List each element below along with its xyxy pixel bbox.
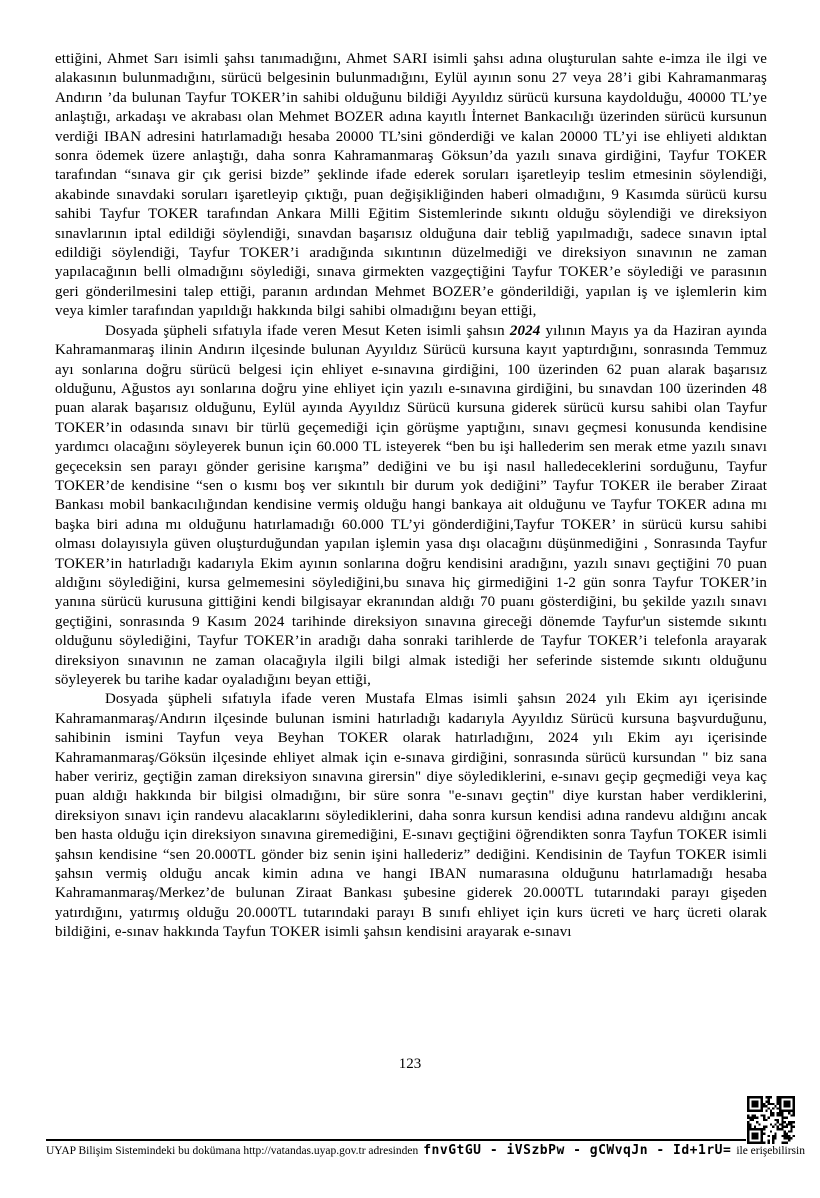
footer-divider xyxy=(46,1139,746,1141)
footer-prefix-text: UYAP Bilişim Sistemindeki bu dokümana http://vatandas.uyap.gov.tr adresinden xyxy=(46,1145,419,1157)
paragraph: Dosyada şüpheli sıfatıyla ifade veren Mustafa Elmas isimli şahsın 2024 yılı Ekim ayı içerisinde Kahramanmaraş/Andırın ilçesinde bulunan ismini hatırladığı kadarıyla Ayyıldız Sürücü kursuna başvurduğunu, sahibinin ismini Tayfun veya Beyhan TOKER olarak hatırladığını, 2024 yılı Ekim ayı içerisinde Kahramanmaraş/Göksün ilçesinde ehliyet almak için e-sınava girdiğini, sonrasında sürücü kursundan " biz sana haber veririz, geçtiğin zaman direksiyon sınavına girersin" diye söylediklerini, e-sınavı geçip geçmediği veya kaç puan aldığı hakkında bir bilgisi olmadığını, bir süre sonra "e-sınavı geçtin" diye kurstan haber verdiklerini, direksiyon sınavı için randevu alacaklarını söylediklerini, daha sonra kursun kendisi adına randevu aldığını ancak ben hasta olduğu için direksiyon sınavına giremediğini, E-sınavı geçtiğini öğrendikten sonra Tayfun TOKER isimli şahsın kendisine “sen 20.000TL gönder biz senin işini hallederiz” dediğini. Kendisinin de Tayfun TOKER isimli şahsın vermiş olduğu ancak kimin adına ve hangi IBAN numarasına olduğunu hatırlamadığı hesaba Kahramanmaraş/Merkez’de bulunan Ziraat Bankası şubesine giderek 20.000TL tutarındaki parayı gişeden yatırdığını, yatırmış olduğu 20.000TL tutarındaki parayı B sınıfı ehliyet için kurs ücreti ve harç ücreti olarak bildiğini, e-sınav hakkında Tayfun TOKER isimli şahsın kendisini arayarak e-sınavı xyxy=(55,691,767,941)
footer-suffix-text: ile erişebilirsin xyxy=(736,1145,805,1157)
paragraph: ettiğini, Ahmet Sarı isimli şahsı tanımadığını, Ahmet SARI isimli şahsı adına oluşturulan sahte e-imza ile ilgi ve alakasının bulunmadığını, sürücü belgesinin bulunmadığını, Eylül ayının sonu 27 veya 28’i gibi Kahramanmaraş Andırın ’da bulunan Tayfur TOKER’in sahibi olduğunu bildiği Ayyıldız sürücü kursuna kaydolduğu, 40000 TL’ye anlaştığı, arkadaşı ve akrabası olan Mehmet BOZER adına kayıtlı İnternet Bankacılığı üzerinden sürücü kursunun verdiği IBAN adresini hatırlamadığı hesaba 20000 TL’sini gönderdiği ve kalan 20000 TL’yi ise ehliyeti aldıktan sonra ödemek üzere anlaştığı, daha sonra Kahramanmaraş Göksun’da yazılı sınava girdiğini, Tayfur TOKER tarafından “sınava gir çık gerisi bizde” şeklinde ifade ederek soruları işaretleyip teslim etmesinin söylendiği, akabinde sınavdaki soruları işaretleyip çıktığı, puan değişikliğinden haberi olmadığını, 9 Kasımda sürücü kursu sahibi Tayfur TOKER tarafından Ankara Milli Eğitim Sistemlerinde sıkıntı olduğu söylendiği ve direksiyon sınavlarının iptal edildiği söylendiği, sınavdan başarısız olduğuna dair tebliğ yapılmadığı, sadece sınavın iptal edildiği söylendiği, Tayfur TOKER’i aradığında sıkıntının düzelmediği ve direksiyon sınavının ne zaman yapılacağının belli olmadığını söylediği, sınava girmekten vazgeçtiğini Tayfur TOKER’e söylediği ve parasının geri gönderilmesini talep ettiği, paranın ardından Mehmet BOZER’e gönderildiği, yapılan iş ve işlemlerin kim veya kimler tarafından yapıldığı hakkında bilgi sahibi olmadığını beyan ettiği, xyxy=(55,51,767,320)
qr-code-icon xyxy=(747,1096,795,1144)
footer-verification-code: fnvGtGU - iVSzbPw - gCWvqJn - Id+1rU= xyxy=(423,1143,732,1158)
footer xyxy=(46,1143,805,1158)
document-body xyxy=(55,50,767,943)
page-number: 123 xyxy=(398,1056,422,1072)
paragraph: Dosyada şüpheli sıfatıyla ifade veren Mesut Keten isimli şahsın 2024 yılının Mayıs ya da Haziran ayında Kahramanmaraş ilinin Andırın ilçesinde bulunan Ayyıldız Sürücü kursuna kayıt yaptırdığını, sonrasında Temmuz ayı sonlarına doğru sürücü belgesi için ehliyet e-sınavına girdiğini, 100 üzerinden 62 puan alarak başarısız olduğunu, Ağustos ayı sonlarına doğru yine ehliyet için yazılı e-sınavına girdiğini, bu sınavdan 100 üzerinden 48 puan alarak başarısız olduğunu, Eylül ayında Ayyıldız Sürücü kursuna giderek sürücü kursu sahibi olan Tayfur TOKER’in odasında sınavı bir türlü geçemediği için görüşme yaptığını, sınavı geçmesi konusunda kendisine yardımcı olacağını söyleyerek bunun için 60.000 TL isteyerek “ben bu işi hallederim sen merak etme yazılı sınavı geçeceksin sen parayı gönder gerisine karışma” dediğini ve bu işi nasıl halledeceklerini sorduğunu, Tayfur TOKER’de kendisine “sen o kısmı boş ver sıkıntılı bir durum yok dediğini” Tayfur TOKER ile beraber Ziraat Bankası mobil bankacılığından kendisine vermiş olduğu hangi bankaya ait olduğunu ve Tayfur TOKER adına mı başka biri adına mı olduğunu hatırlamadığı 60.000 TL’yi gönderdiğini,Tayfur TOKER’ in sürücü kursu sahibi olması dolayısıyla güven oluşturduğundan yapılan işlemin yasa dışı olacağını düşünmediğini , Sonrasında Tayfur TOKER’in hatırladığı kadarıyla Ekim ayının sonlarına doğru kendisini aradığını, yazılı sınavı geçtiğini 70 puan aldığını söylediğini, kursa gelmemesini söylediğini,bu sınava hiç girmediğini 1-2 gün sonra Tayfur TOKER’in yanına sürücü kurusuna gittiğini kendi bilgisayar ekranından aldığı 70 puanı gösterdiğini, bu şekilde yazılı sınavı geçtiğini, sonrasında 9 Kasım 2024 tarihinde direksiyon sınavına gireceği dönemde Tayfur'un sistemde sıkıntı olduğunu söylediğini, Tayfur TOKER’in aradığı daha sonraki tarihlerde de Tayfur TOKER’i telefonla arayarak direksiyon sınavının ne zaman olacağıyla ilgili bilgi almak istediği her seferinde sistemde sıkıntı olduğunu söyleyerek bu tarihe kadar oyaladığını beyan ettiği, xyxy=(55,322,768,688)
